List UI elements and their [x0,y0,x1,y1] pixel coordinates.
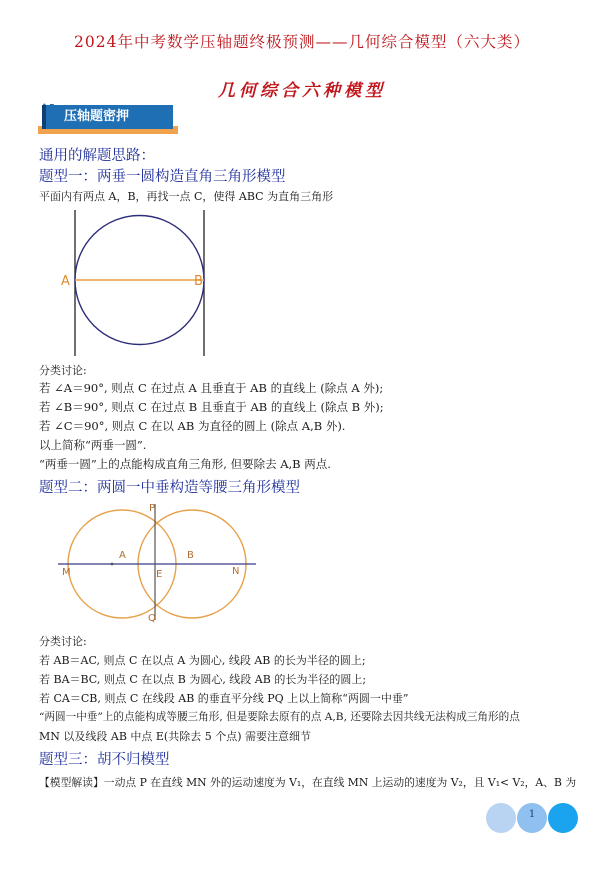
label-p: P [149,503,156,514]
label-m: M [62,567,71,578]
page-number: 1 [528,809,536,820]
type3-model-line: 【模型解读】一动点 P 在直线 MN 外的运动速度为 V₁，在直线 MN 上运动的速度为 V₂，且 V₁< V₂，A、B 为 [39,776,577,789]
type3-heading: 题型三：胡不归模型 [39,752,170,768]
document-title: 2024年中考数学压轴题终极预测——几何综合模型（六大类） [74,33,530,51]
type2-line: “两圆一中垂”上的点能构成等腰三角形, 但是要除去原有的点 A,B, 还要除去因共线无法构成三角形的点 [39,711,520,723]
type2-line: 若 BA＝BC, 则点 C 在以点 B 为圆心, 线段 AB 的长为半径的圆上; [39,673,367,686]
page-dot-right [548,803,578,833]
type1-line: 若 ∠B＝90°, 则点 C 在过点 B 且垂直于 AB 的直线上 (除点 B 外); [39,400,384,414]
label-b: B [194,274,203,289]
type1-intro: 平面内有两点 A，B，再找一点 C，使得 ABC 为直角三角形 [39,190,334,203]
page-title: 几何综合六种模型 [218,81,386,101]
type2-line: 若 CA＝CB, 则点 C 在线段 AB 的垂直平分线 PQ 上以上简称“两圆一中垂” [39,692,409,705]
page-dot-left [486,803,516,833]
type1-line: “两垂一圆”上的点能构成直角三角形, 但要除去 A,B 两点. [39,457,331,471]
type1-heading: 题型一：两垂一圆构造直角三角形模型 [39,169,286,185]
label-a: A [61,274,70,289]
dot-mark [111,563,114,566]
type1-line: 若 ∠C＝90°, 则点 C 在以 AB 为直径的圆上 (除点 A,B 外). [39,419,346,433]
type1-line: 以上简称“两垂一圆”. [39,438,147,452]
label-b: B [187,550,194,561]
label-e: E [156,569,163,580]
label-n: N [232,566,240,577]
label-q: Q [148,613,156,624]
section-banner [42,105,173,129]
type2-heading: 题型二：两圆一中垂构造等腰三角形模型 [39,480,300,496]
label-a: A [119,550,126,561]
type2-line: MN 以及线段 AB 中点 E(共除去 5 个点) 需要注意细节 [39,730,312,743]
type2-discussion-title: 分类讨论: [39,635,87,648]
banner-label: 压轴题密押 [64,109,130,124]
type1-line: 若 ∠A＝90°, 则点 C 在过点 A 且垂直于 AB 的直线上 (除点 A 外); [39,381,384,395]
type1-discussion-title: 分类讨论: [39,364,87,377]
figure-two-perpendiculars-one-circle [60,210,220,360]
type2-line: 若 AB＝AC, 则点 C 在以点 A 为圆心, 线段 AB 的长为半径的圆上; [39,654,366,667]
figure-two-circles-one-bisector [58,500,258,624]
general-heading: 通用的解题思路： [39,148,155,164]
